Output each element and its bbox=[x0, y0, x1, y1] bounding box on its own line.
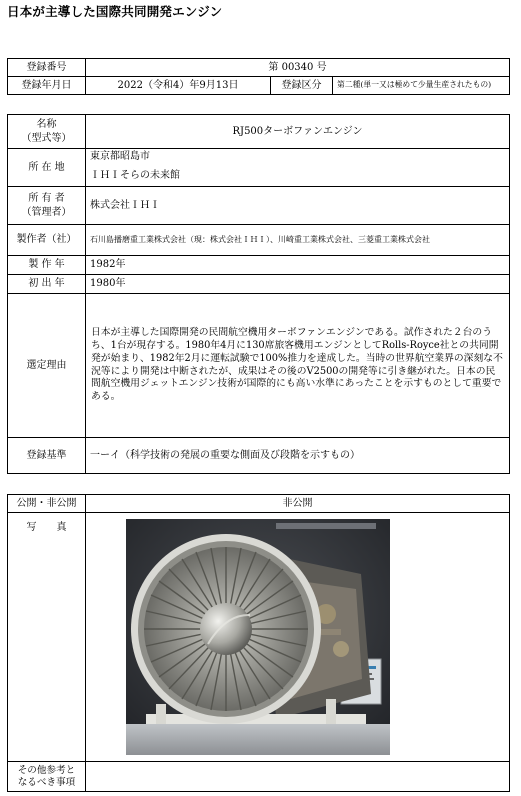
criteria-value: 一ーイ（科学技術の発展の重要な側面及び段階を示すもの） bbox=[86, 438, 510, 474]
registration-category-value: 第二種(単一又は極めて少量生産されたもの) bbox=[333, 77, 510, 95]
maker-value: 石川島播磨重工業株式会社（現：株式会社ＩＨＩ）、川崎重工業株式会社、三菱重工業株式会社 bbox=[86, 225, 510, 256]
detail-table bbox=[7, 114, 510, 474]
criteria-label: 登録基準 bbox=[8, 438, 86, 474]
location-label: 所 在 地 bbox=[8, 149, 86, 187]
owner-label: 所 有 者 bbox=[28, 193, 65, 204]
reason-text: 日本が主導した国際開発の民間航空機用ターボファンエンジンである。試作された２台のうち、1台が現存する。1980年4月に130席旅客機用エンジンとしてRolls-Royce社との共同開発が始まり、1982年2月に運転試験で100%推力を達成した。当時の世界航空業界の深刻な不況等により開発は中断されたが、成果はその後のV2500の開発等に引き継がれた。日本の民間航空機用ジェットエンジン技術が国際的にも高い水準にあったことを示すものとして重要である。 bbox=[86, 294, 510, 438]
registration-date-value: 2022（令和4）年9月13日 bbox=[86, 77, 271, 95]
notes-label-sub: なるべき事項 bbox=[17, 776, 76, 788]
name-label-sub: （型式等） bbox=[21, 132, 72, 144]
production-year-value: 1982年 bbox=[86, 256, 510, 275]
name-label: 名称 bbox=[36, 119, 57, 130]
document-title: 日本が主導した国際共同開発エンジン bbox=[7, 4, 223, 19]
owner-label-sub: （管理者） bbox=[21, 206, 72, 218]
owner-value: 株式会社ＩＨＩ bbox=[86, 187, 510, 225]
registration-date-label: 登録年月日 bbox=[8, 77, 86, 95]
location-city: 東京都昭島市 bbox=[90, 151, 150, 162]
public-table bbox=[7, 494, 510, 792]
notes-label: その他参考と bbox=[17, 764, 76, 776]
maker-label: 製作者（社） bbox=[8, 225, 86, 256]
registration-category-label: 登録区分 bbox=[271, 77, 333, 95]
production-year-label: 製 作 年 bbox=[8, 256, 86, 275]
first-year-value: 1980年 bbox=[86, 275, 510, 294]
public-value: 非公開 bbox=[86, 495, 510, 513]
public-label: 公開・非公開 bbox=[8, 495, 86, 513]
registration-number-label: 登録番号 bbox=[8, 59, 86, 77]
registration-table bbox=[7, 58, 510, 95]
engine-photo bbox=[86, 513, 510, 761]
first-year-label: 初 出 年 bbox=[8, 275, 86, 294]
location-place: ＩＨＩそらの未来館 bbox=[90, 170, 180, 181]
reason-label: 選定理由 bbox=[8, 294, 86, 438]
registration-number-value: 第 00340 号 bbox=[86, 59, 510, 77]
name-value: RJ500ターボファンエンジン bbox=[86, 115, 510, 149]
photo-label: 写 真 bbox=[8, 513, 86, 762]
notes-value bbox=[86, 762, 510, 792]
